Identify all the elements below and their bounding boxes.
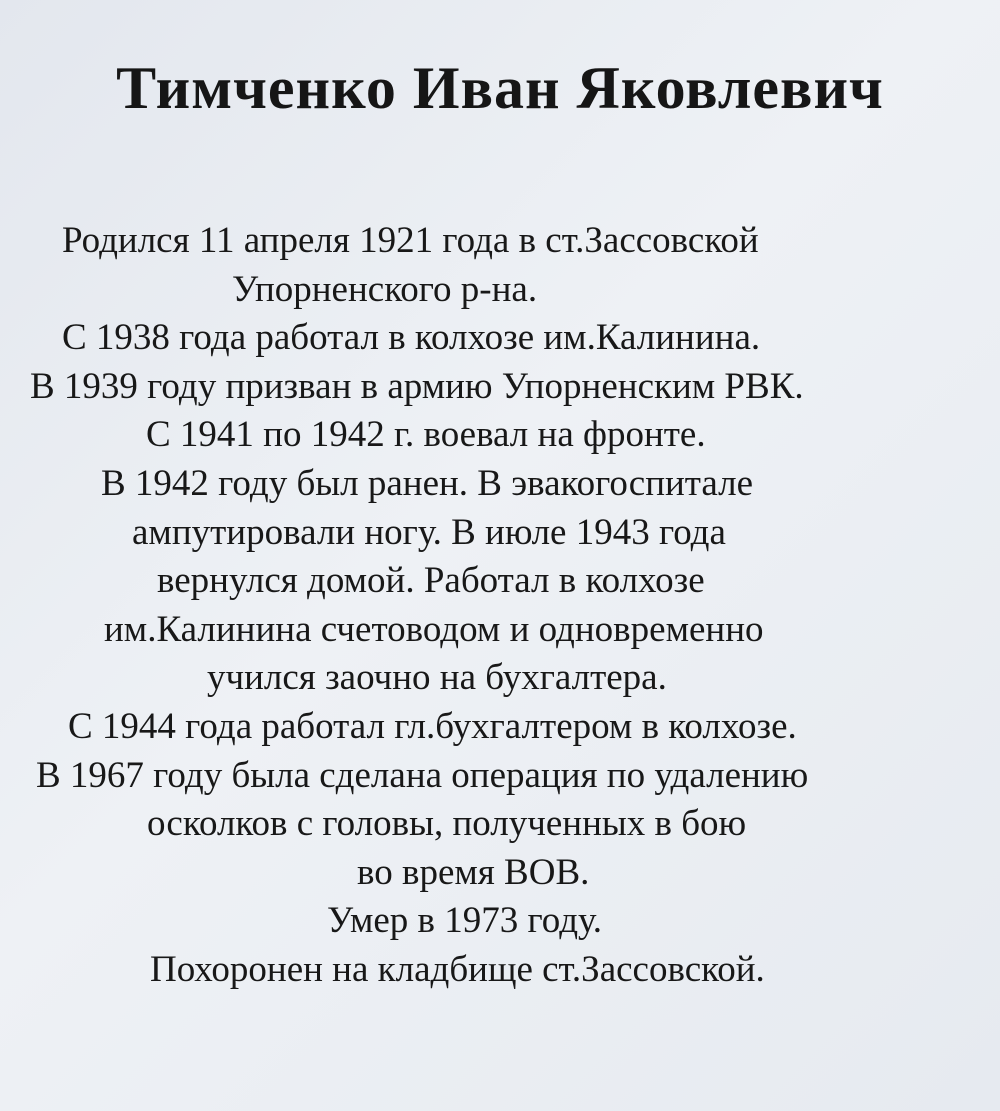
bio-line: Умер в 1973 году.	[327, 900, 603, 942]
bio-line: во время ВОВ.	[357, 851, 590, 893]
bio-line: С 1938 года работал в колхозе им.Калинина.	[62, 317, 761, 359]
biography-text	[0, 217, 1000, 995]
bio-line: ампутировали ногу. В июле 1943 года	[132, 511, 726, 553]
bio-line: вернулся домой. Работал в колхозе	[157, 560, 705, 602]
page-title: Тимченко Иван Яковлевич	[116, 55, 884, 121]
bio-line: им.Калинина счетоводом и одновременно	[104, 608, 764, 650]
bio-line: С 1944 года работал гл.бухгалтером в колхозе.	[68, 705, 797, 747]
bio-line: осколков с головы, полученных в бою	[147, 803, 747, 845]
bio-line: Родился 11 апреля 1921 года в ст.Зассовской	[62, 220, 759, 261]
bio-line: В 1942 году был ранен. В эвакогоспитале	[101, 462, 754, 504]
bio-line: В 1939 году призван в армию Упорненским РВК.	[30, 365, 804, 407]
bio-line: С 1941 по 1942 г. воевал на фронте.	[146, 414, 706, 456]
bio-line: Упорненского р-на.	[232, 268, 538, 310]
bio-line: учился заочно на бухгалтера.	[207, 657, 667, 699]
bio-line: В 1967 году была сделана операция по удалению	[36, 754, 809, 796]
bio-line: Похоронен на кладбище ст.Зассовской.	[150, 948, 765, 990]
